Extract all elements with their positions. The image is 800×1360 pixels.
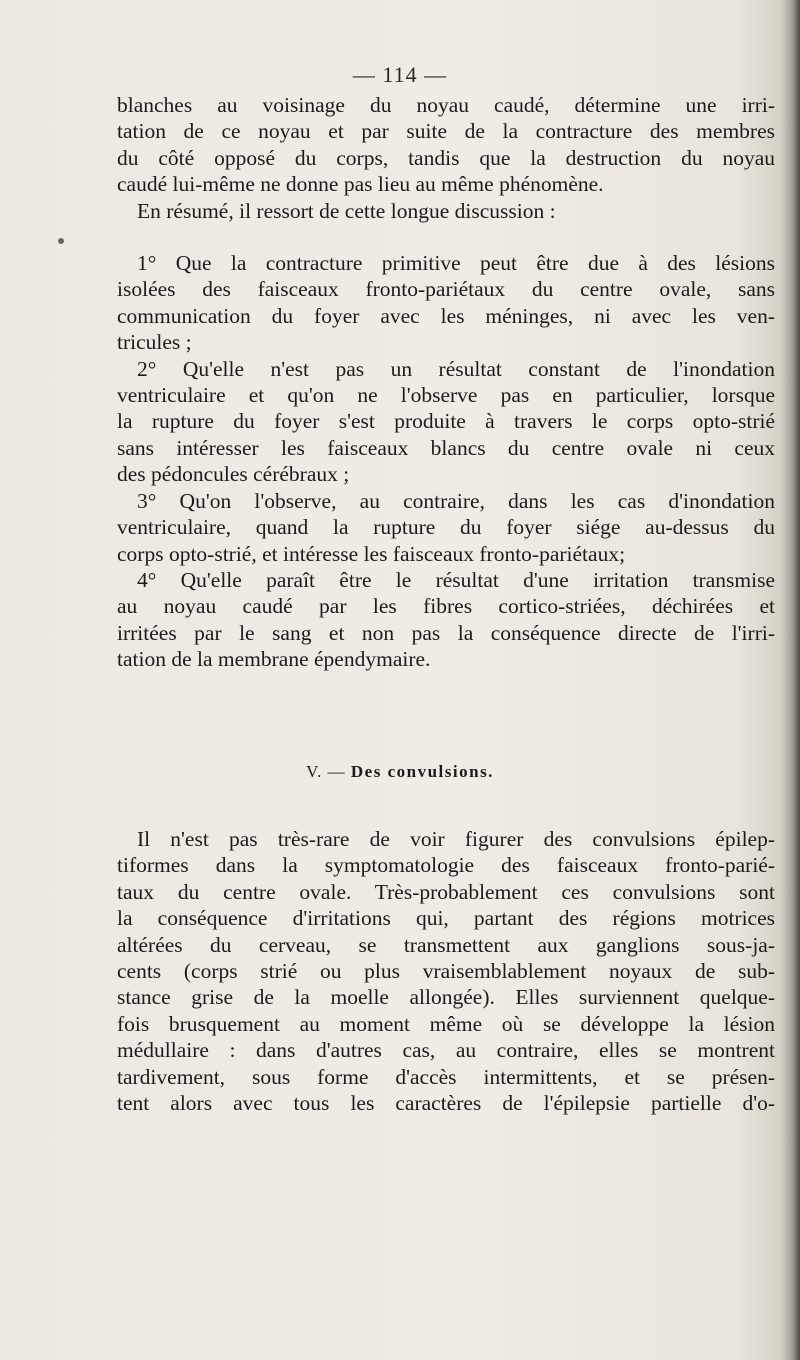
section-prefix: V. — — [306, 762, 351, 781]
text-line: blanches au voisinage du noyau caudé, détermine une irri- — [117, 93, 775, 117]
text-line: médullaire : dans d'autres cas, au contraire, elles se montrent — [117, 1038, 775, 1063]
text-line: Il n'est pas très-rare de voir figurer des convulsions épilep- — [137, 827, 775, 851]
body-text-top — [117, 92, 775, 673]
text-line: tiformes dans la symptomatologie des faisceaux fronto-parié- — [117, 853, 775, 878]
page-edge-shadow — [782, 0, 800, 1360]
text-line: au noyau caudé par les fibres cortico-striées, déchirées et — [117, 594, 775, 619]
text-line: altérées du cerveau, se transmettent aux ganglions sous-ja- — [117, 932, 775, 957]
text-line: communication du foyer avec les méninges, ni avec les ven- — [117, 303, 775, 328]
text-line: la conséquence d'irritations qui, partant des régions motrices — [117, 906, 775, 931]
text-line: fois brusquement au moment même où se développe la lésion — [117, 1011, 775, 1036]
ink-speck — [58, 238, 64, 244]
text-line: irritées par le sang et non pas la conséquence directe de l'irri- — [117, 620, 775, 645]
text-line: tation de ce noyau et par suite de la contracture des membres — [117, 119, 775, 144]
text-line: En résumé, il ressort de cette longue discussion : — [137, 198, 556, 223]
text-line: ventriculaire, quand la rupture du foyer siége au-dessus du — [117, 515, 775, 540]
text-line: 1° Que la contracture primitive peut être due à des lésions — [137, 251, 775, 276]
text-line: ventriculaire et qu'on ne l'observe pas en particulier, lorsque — [117, 383, 775, 408]
text-line: taux du centre ovale. Très-probablement ces convulsions sont — [117, 879, 775, 904]
conclusion-list — [117, 250, 775, 673]
paragraph-block-top — [117, 92, 775, 224]
body-text-bottom — [117, 826, 775, 1116]
text-line: tricules ; — [117, 330, 192, 355]
text-line: 3° Qu'on l'observe, au contraire, dans les cas d'inondation — [137, 488, 775, 513]
text-line: sans intéresser les faisceaux blancs du centre ovale ni ceux — [117, 435, 775, 460]
text-line: stance grise de la moelle allongée). Elles surviennent quelque- — [117, 985, 775, 1010]
section-heading — [0, 762, 800, 782]
text-line: des pédoncules cérébraux ; — [117, 462, 350, 487]
section-title: Des convulsions. — [350, 762, 494, 781]
paragraph-block-bottom — [117, 826, 775, 1116]
text-line: 4° Qu'elle paraît être le résultat d'une irritation transmise — [137, 567, 775, 592]
text-line: la rupture du foyer s'est produite à travers le corps opto-strié — [117, 409, 775, 434]
paragraph-gap — [117, 224, 775, 250]
text-line: tardivement, sous forme d'accès intermittents, et se présen- — [117, 1064, 775, 1089]
text-line: isolées des faisceaux fronto-pariétaux du centre ovale, sans — [117, 277, 775, 302]
text-line: cents (corps strié ou plus vraisemblablement noyaux de sub- — [117, 959, 775, 984]
text-line: tation de la membrane épendymaire. — [117, 647, 431, 672]
text-line: du côté opposé du corps, tandis que la destruction du noyau — [117, 145, 775, 170]
text-line: tent alors avec tous les caractères de l'épilepsie partielle d'o- — [117, 1091, 775, 1116]
text-line: corps opto-strié, et intéresse les faisceaux fronto-pariétaux; — [117, 541, 626, 566]
text-line: caudé lui-même ne donne pas lieu au même phénomène. — [117, 172, 604, 197]
page-number: — 114 — — [352, 62, 448, 87]
text-line: 2° Qu'elle n'est pas un résultat constant de l'inondation — [137, 356, 775, 381]
